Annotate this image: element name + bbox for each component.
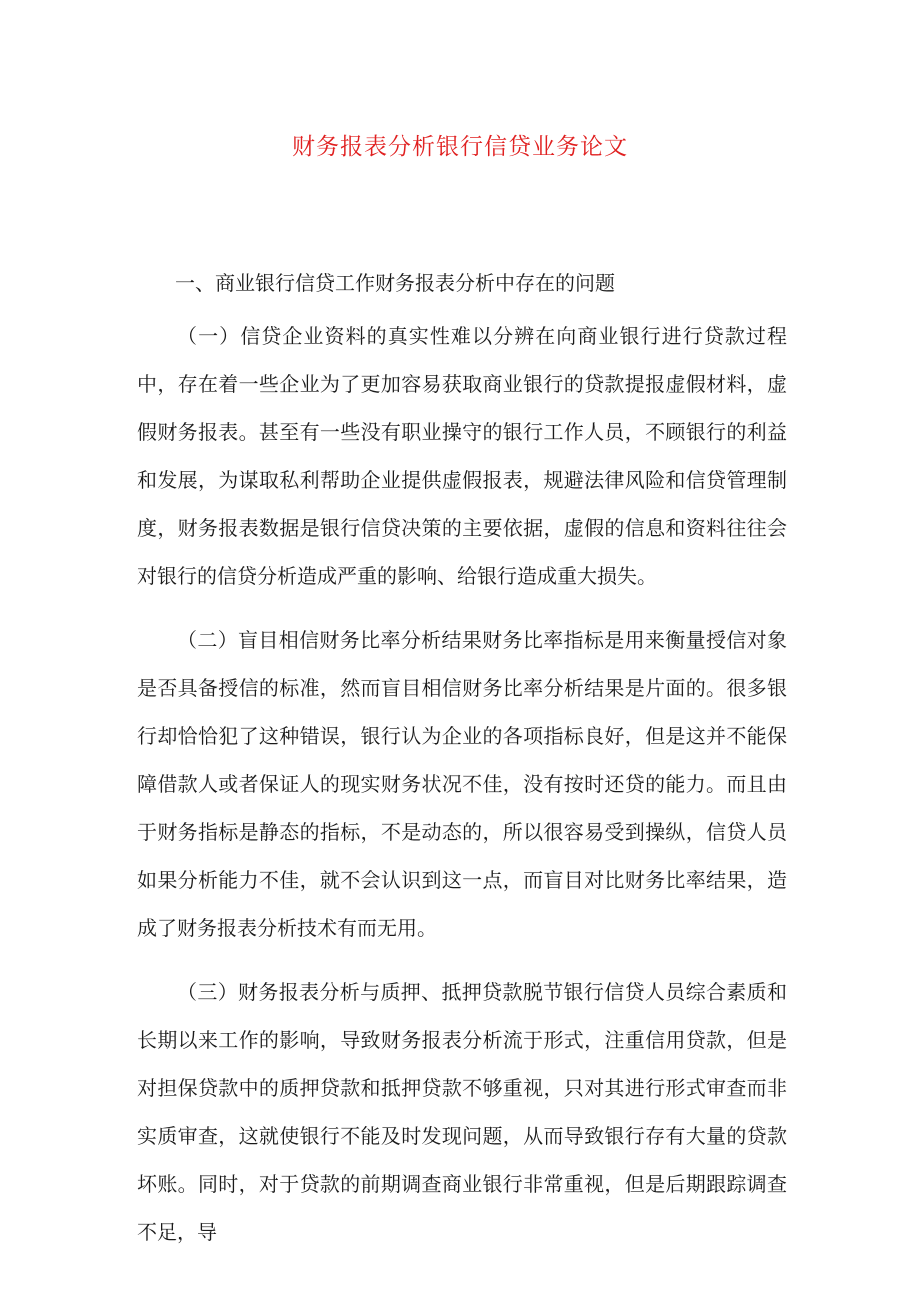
paragraph-2: （二）盲目相信财务比率分析结果财务比率指标是用来衡量授信对象是否具备授信的标准，然而盲目相信财务比率分析结果是片面的。很多银行却恰恰犯了这种错误，银行认为企业的各项指标良好，但是这并不能保障借款人或者保证人的现实财务状况不佳，没有按时还贷的能力。而且由于财务指标是静态的指标，不是动态的，所以很容易受到操纵，信贷人员如果分析能力不佳，就不会认识到这一点，而盲目对比财务比率结果，造成了财务报表分析技术有而无用。 xyxy=(137,628,787,940)
section-heading: 一、商业银行信贷工作财务报表分析中存在的问题 xyxy=(175,271,615,295)
document-body xyxy=(137,264,787,1272)
document-title: 财务报表分析银行信贷业务论文 xyxy=(292,134,628,160)
paragraph-1: （一）信贷企业资料的真实性难以分辨在向商业银行进行贷款过程中，存在着一些企业为了更加容易获取商业银行的贷款提报虚假材料，虚假财务报表。甚至有一些没有职业操守的银行工作人员，不顾银行的利益和发展，为谋取私利帮助企业提供虚假报表，规避法律风险和信贷管理制度，财务报表数据是银行信贷决策的主要依据，虚假的信息和资料往往会对银行的信贷分析造成严重的影响、给银行造成重大损失。 xyxy=(137,324,787,588)
paragraph-3: （三）财务报表分析与质押、抵押贷款脱节银行信贷人员综合素质和长期以来工作的影响，导致财务报表分析流于形式，注重信用贷款，但是对担保贷款中的质押贷款和抵押贷款不够重视，只对其进行形式审查而非实质审查，这就使银行不能及时发现问题，从而导致银行存有大量的贷款坏账。同时，对于贷款的前期调查商业银行非常重视，但是后期跟踪调查不足，导 xyxy=(137,980,787,1244)
